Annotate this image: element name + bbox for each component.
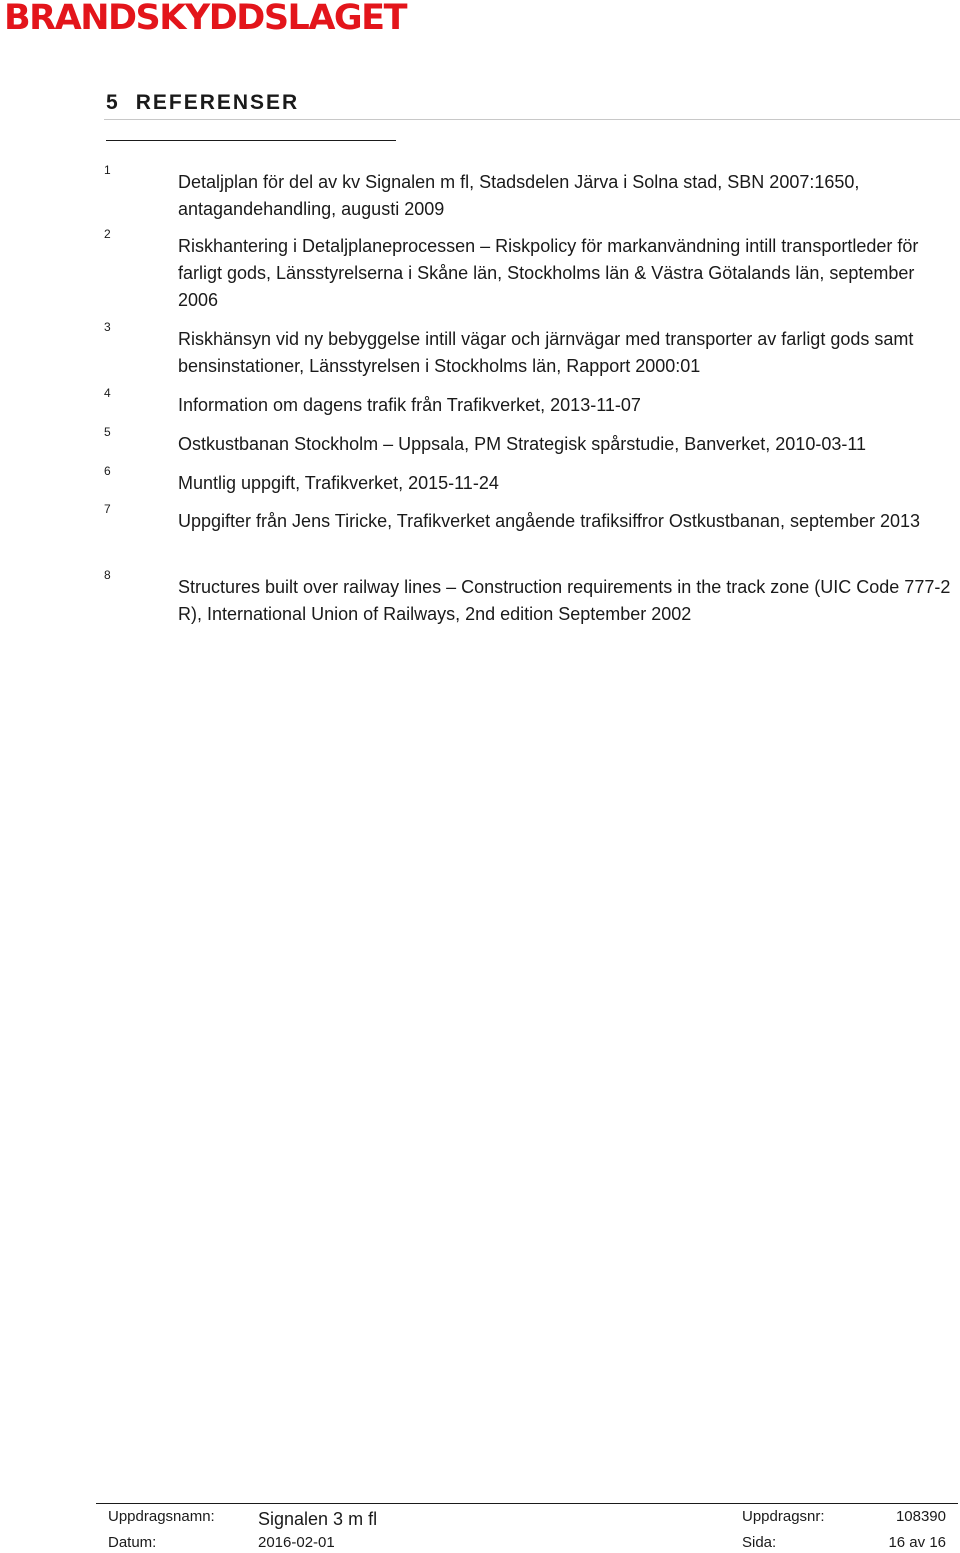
reference-text: Structures built over railway lines – Construction requirements in the track zone (UIC Code 777-2 R), International Union of Railways, 2nd edition September 2002 xyxy=(178,577,951,624)
footer-project-name-label: Uppdragsnamn: xyxy=(108,1508,215,1525)
reference-number: 4 xyxy=(104,386,111,400)
reference-number: 6 xyxy=(104,464,111,478)
section-number: 5 xyxy=(106,91,120,114)
footnote-separator xyxy=(106,140,396,141)
reference-text: Riskhänsyn vid ny bebyggelse intill vägar och järnvägar med transporter av farligt gods samt bensinstationer, Länsstyrelsen i Stockholms län, Rapport 2000:01 xyxy=(178,329,914,376)
footer-date: 2016-02-01 xyxy=(258,1534,335,1551)
reference-text: Ostkustbanan Stockholm – Uppsala, PM Strategisk spårstudie, Banverket, 2010-03-11 xyxy=(178,434,867,454)
footer-date-label: Datum: xyxy=(108,1534,157,1551)
reference-number: 8 xyxy=(104,568,111,582)
reference-number: 2 xyxy=(104,227,111,241)
reference-text: Riskhantering i Detaljplaneprocessen – Riskpolicy för markanvändning intill transportleder för farligt gods, Länsstyrelserna i Skåne län, Stockholms län & Västra Götalands län, september 2006 xyxy=(178,236,919,310)
footer-project-name: Signalen 3 m fl xyxy=(258,1509,378,1529)
reference-number: 5 xyxy=(104,425,111,439)
reference-text: Uppgifter från Jens Tiricke, Trafikverket angående trafiksiffror Ostkustbanan, september 2013 xyxy=(178,511,921,531)
reference-text: Detaljplan för del av kv Signalen m fl, Stadsdelen Järva i Solna stad, SBN 2007:1650, antagandehandling, augusti 2009 xyxy=(178,172,860,219)
reference-number: 1 xyxy=(104,163,111,177)
footer-project-no-label: Uppdragsnr: xyxy=(742,1508,825,1525)
footer-page-label: Sida: xyxy=(742,1534,777,1551)
reference-text: Muntlig uppgift, Trafikverket, 2015-11-24 xyxy=(178,473,499,493)
footer-page: 16 av 16 xyxy=(888,1534,946,1551)
footer-project-no: 108390 xyxy=(895,1508,946,1525)
reference-number: 7 xyxy=(104,502,111,516)
brand-logo: BRANDSKYDDSLAGET xyxy=(4,0,406,38)
heading-divider xyxy=(104,119,960,120)
section-heading xyxy=(106,89,299,117)
footer-divider xyxy=(96,1503,958,1504)
reference-number: 3 xyxy=(104,320,111,334)
reference-text: Information om dagens trafik från Trafikverket, 2013-11-07 xyxy=(178,395,641,415)
section-title: REFERENSER xyxy=(135,91,300,114)
